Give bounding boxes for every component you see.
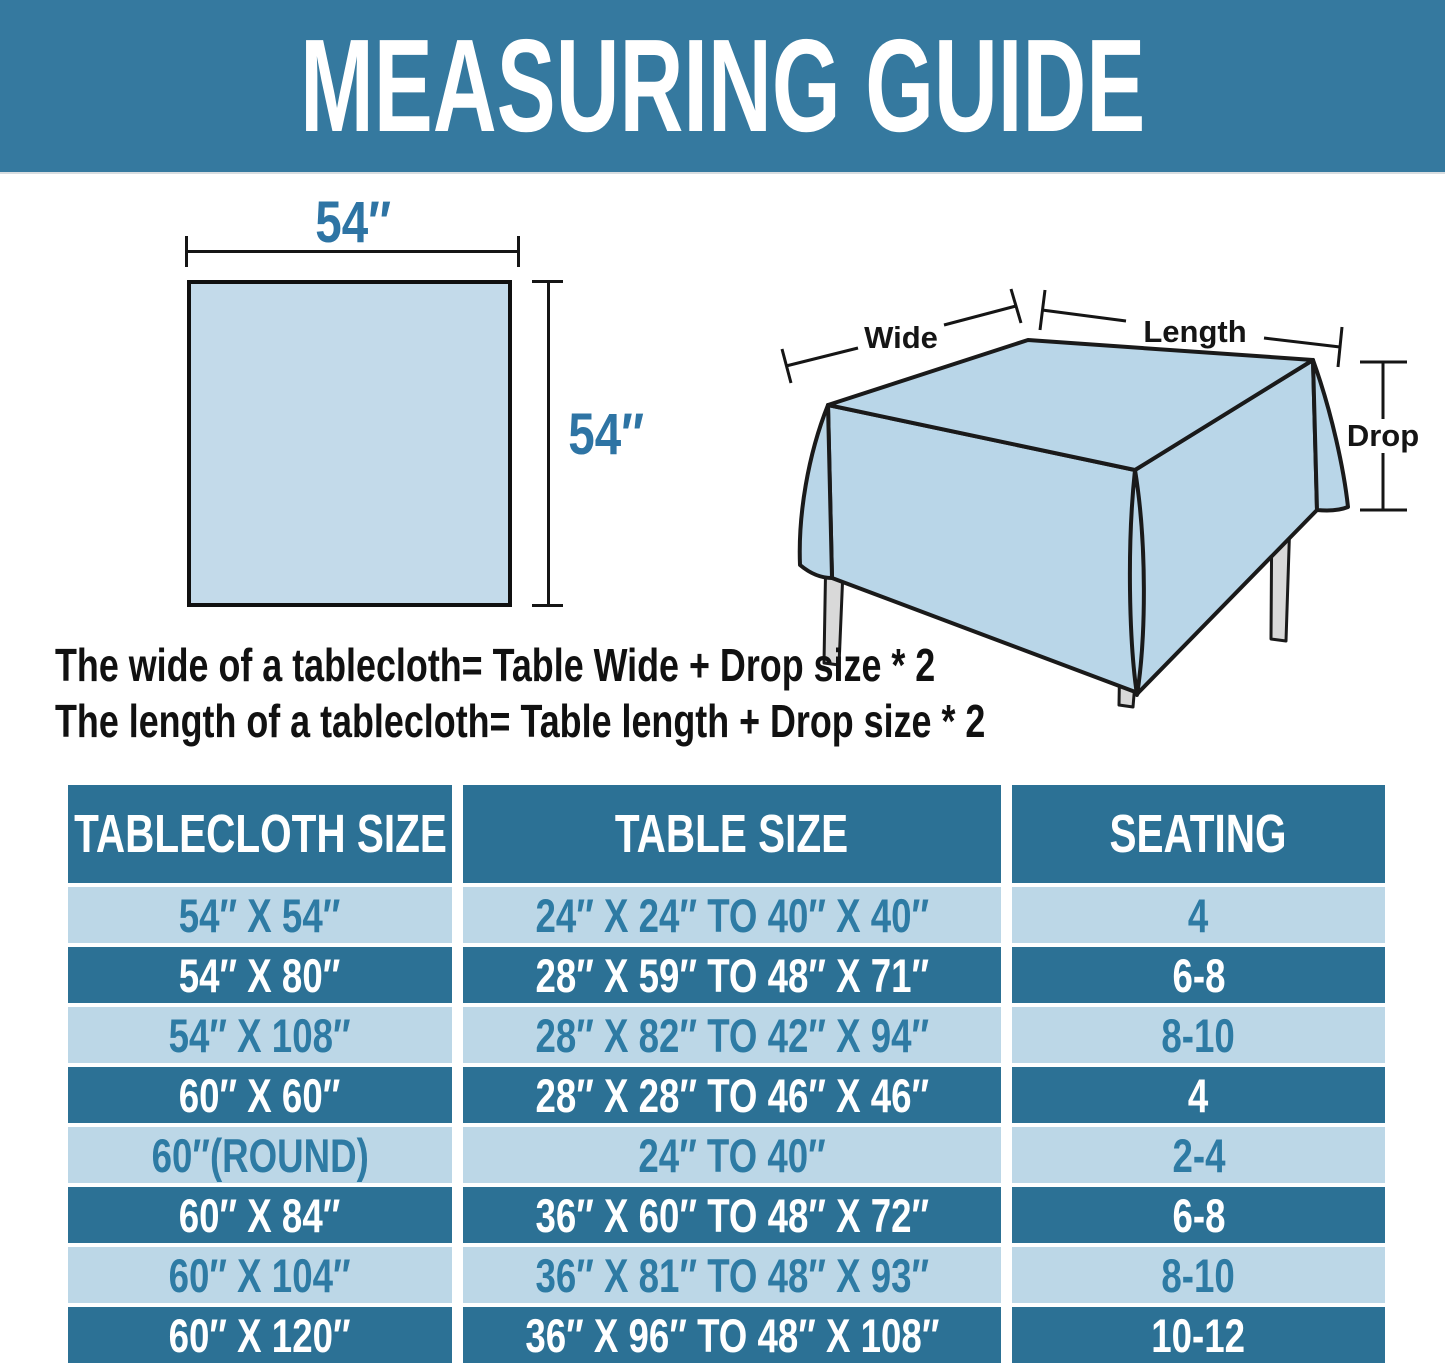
seating-cell-text: 10-12	[1151, 1308, 1246, 1362]
table-size-cell-text: 28″ X 28″ TO 46″ X 46″	[535, 1068, 929, 1122]
square-height-label: 54″	[568, 402, 644, 467]
table-size-cell-text: 28″ X 59″ TO 48″ X 71″	[535, 948, 929, 1002]
header-banner	[0, 0, 1445, 174]
drop-label: Drop	[1346, 418, 1420, 453]
table-size-cell-text: 36″ X 96″ TO 48″ X 108″	[524, 1308, 940, 1362]
tablecloth-size-cell	[68, 1067, 452, 1123]
tablecloth-size-cell-text: 60″ X 60″	[179, 1068, 341, 1122]
tablecloth-size-cell-text: 54″ X 108″	[169, 1008, 351, 1062]
tablecloth-size-cell-text: 54″ X 80″	[179, 948, 341, 1002]
formula-wide: The wide of a tablecloth= Table Wide + Drop size * 2	[55, 639, 936, 691]
tablecloth-size-cell	[68, 1307, 452, 1363]
header-cell-seating: SEATING	[1012, 785, 1385, 883]
seating-cell	[1012, 1307, 1385, 1363]
tablecloth-size-cell	[68, 887, 452, 943]
length-dimension-tick	[1338, 327, 1342, 367]
cloth-left-corner-flap	[800, 405, 832, 578]
cloth-right-corner-flap	[1313, 360, 1348, 511]
tablecloth-size-cell-text: 54″ X 54″	[179, 888, 341, 942]
formula-length: The length of a tablecloth= Table length + Drop size * 2	[55, 695, 986, 747]
tablecloth-size-cell	[68, 1247, 452, 1303]
table-size-cell	[463, 1187, 1001, 1243]
seating-cell-text: 2-4	[1172, 1128, 1225, 1182]
tablecloth-size-cell	[68, 1007, 452, 1063]
wide-dimension-line	[786, 348, 858, 366]
wide-dimension-line	[944, 306, 1016, 325]
tablecloth-size-cell	[68, 947, 452, 1003]
size-table	[68, 785, 1385, 1363]
tablecloth-size-cell	[68, 1187, 452, 1243]
seating-cell	[1012, 1247, 1385, 1303]
height-dimension-tick-bottom	[532, 604, 563, 607]
table-size-cell-text: 28″ X 82″ TO 42″ X 94″	[535, 1008, 929, 1062]
table-size-cell-text: 24″ TO 40″	[638, 1128, 826, 1182]
tablecloth-size-cell-text: 60″ X 84″	[179, 1188, 341, 1242]
header-cell-tablecloth-size: TABLECLOTH SIZE	[68, 785, 452, 883]
tablecloth-size-cell-text: 60″ X 104″	[169, 1248, 351, 1302]
wide-label: Wide	[864, 320, 938, 355]
tablecloth-size-cell	[68, 1127, 452, 1183]
seating-cell	[1012, 947, 1385, 1003]
seating-cell-text: 4	[1188, 1068, 1209, 1122]
table-size-cell-text: 36″ X 81″ TO 48″ X 93″	[535, 1248, 929, 1302]
length-label: Length	[1143, 314, 1247, 349]
tablecloth-size-cell-text: 60″ X 120″	[169, 1308, 351, 1362]
table-size-cell	[463, 1007, 1001, 1063]
tablecloth-size-cell-text: 60″(ROUND)	[151, 1128, 369, 1182]
length-dimension-line	[1264, 338, 1340, 347]
seating-cell-text: 8-10	[1161, 1008, 1236, 1062]
table-size-cell-text: 24″ X 24″ TO 40″ X 40″	[535, 888, 929, 942]
seating-cell	[1012, 1067, 1385, 1123]
length-dimension-line	[1042, 310, 1126, 321]
table-size-cell	[463, 1067, 1001, 1123]
page-title: MEASURING GUIDE	[299, 12, 1146, 159]
table-size-cell	[463, 1127, 1001, 1183]
seating-cell	[1012, 1007, 1385, 1063]
seating-cell-text: 8-10	[1161, 1248, 1236, 1302]
table-size-cell	[463, 947, 1001, 1003]
seating-cell	[1012, 887, 1385, 943]
seating-cell	[1012, 1127, 1385, 1183]
table-size-cell	[463, 1247, 1001, 1303]
seating-cell-text: 6-8	[1172, 1188, 1225, 1242]
table-size-cell	[463, 887, 1001, 943]
table-size-cell-text: 36″ X 60″ TO 48″ X 72″	[535, 1188, 929, 1242]
table-size-cell	[463, 1307, 1001, 1363]
height-dimension-line	[547, 281, 550, 607]
square-width-label: 54″	[315, 190, 392, 255]
seating-cell-text: 6-8	[1172, 948, 1225, 1002]
seating-cell	[1012, 1187, 1385, 1243]
height-dimension-tick-top	[532, 280, 563, 283]
seating-cell-text: 4	[1188, 888, 1209, 942]
tablecloth-square-shape	[187, 280, 512, 607]
header-cell-table-size: TABLE SIZE	[463, 785, 1001, 883]
